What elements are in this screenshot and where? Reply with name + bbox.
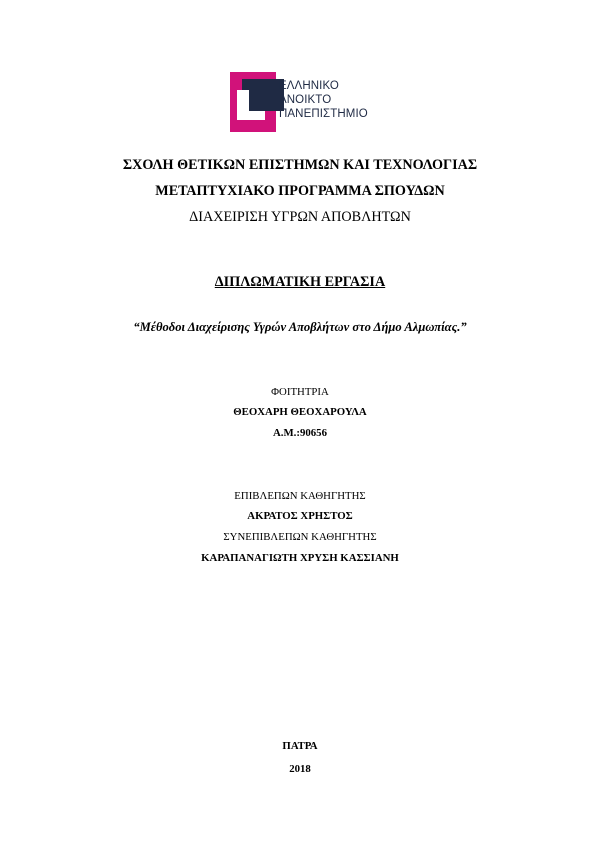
logo-line-2: ΑΝΟΙΚΤΟ xyxy=(279,94,332,106)
cosupervisor-label: ΣΥΝΕΠΙΒΛΕΠΩΝ ΚΑΘΗΓΗΤΗΣ xyxy=(223,531,377,543)
supervisor-name: ΑΚΡΑΤΟΣ ΧΡΗΣΤΟΣ xyxy=(247,510,353,522)
city: ΠΑΤΡΑ xyxy=(282,740,318,752)
program-topic: ΔΙΑΧΕΙΡΙΣΗ ΥΓΡΩΝ ΑΠΟΒΛΗΤΩΝ xyxy=(189,209,411,225)
logo-wordmark xyxy=(279,79,368,121)
supervisor-label: ΕΠΙΒΛΕΠΩΝ ΚΑΘΗΓΗΤΗΣ xyxy=(234,490,366,502)
cosupervisor-name: ΚΑΡΑΠΑΝΑΓΙΩΤΗ ΧΡΥΣΗ ΚΑΣΣΙΑΝΗ xyxy=(201,552,399,564)
student-label: ΦΟΙΤΗΤΡΙΑ xyxy=(271,386,329,398)
program-name: ΜΕΤΑΠΤΥΧΙΑΚΟ ΠΡΟΓΡΑΜΜΑ ΣΠΟΥΔΩΝ xyxy=(155,183,445,199)
logo-line-1: ΕΛΛΗΝΙΚΟ xyxy=(279,80,339,92)
thesis-title: “Μέθοδοι Διαχείρισης Υγρών Αποβλήτων στο Δήμο Αλμωπίας.” xyxy=(133,320,467,334)
year: 2018 xyxy=(289,763,311,775)
student-id: Α.Μ.:90656 xyxy=(273,427,327,439)
university-logo xyxy=(228,70,388,134)
school-name: ΣΧΟΛΗ ΘΕΤΙΚΩΝ ΕΠΙΣΤΗΜΩΝ ΚΑΙ ΤΕΧΝΟΛΟΓΙΑΣ xyxy=(122,157,478,173)
student-name: ΘΕΟΧΑΡΗ ΘΕΟΧΑΡΟΥΛΑ xyxy=(233,406,367,418)
logo-line-3: ΠΑΝΕΠΙΣΤΗΜΙΟ xyxy=(279,108,368,120)
thesis-label: ΔΙΠΛΩΜΑΤΙΚΗ ΕΡΓΑΣΙΑ xyxy=(214,274,386,290)
